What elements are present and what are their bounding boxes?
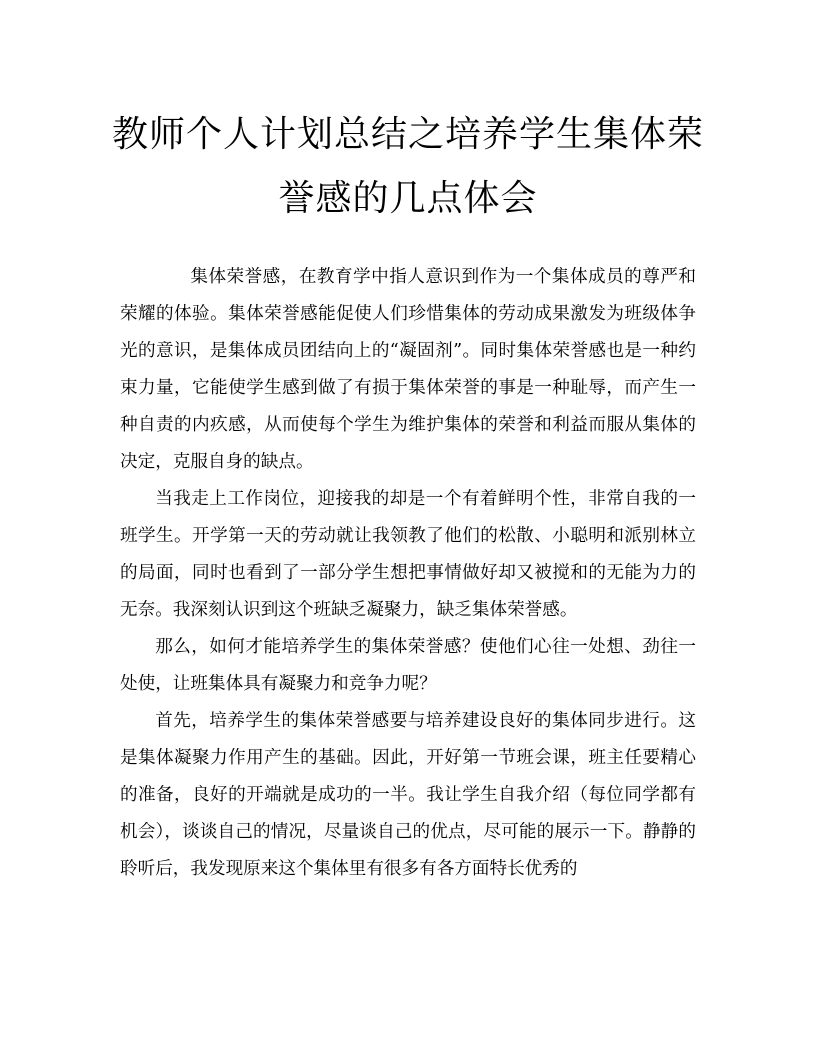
paragraph-4: 首先，培养学生的集体荣誉感要与培养建设良好的集体同步进行。这是集体凝聚力作用产生的基础。因此，开好第一节班会课，班主任要精心的准备，良好的开端就是成功的一半。我让学生自我介绍（每位同学都有机会），谈谈自己的情况，尽量谈自己的优点，尽可能的展示一下。静静的聆听后，我发现原来这个集体里有很多有各方面特长优秀的 xyxy=(120,711,696,879)
paragraph-2: 当我走上工作岗位，迎接我的却是一个有着鲜明个性，非常自我的一班学生。开学第一天的劳动就让我领教了他们的松散、小聪明和派别林立的局面，同时也看到了一部分学生想把事情做好却又被搅和的无能为力的无奈。我深刻认识到这个班缺乏凝聚力，缺乏集体荣誉感。 xyxy=(120,489,696,620)
paragraph-1: 集体荣誉感，在教育学中指人意识到作为一个集体成员的尊严和荣耀的体验。集体荣誉感能促使人们珍惜集体的劳动成果激发为班级体争光的意识，是集体成员团结向上的“凝固剂”。同时集体荣誉感也是一种约束力量，它能使学生感到做了有损于集体荣誉的事是一种耻辱，而产生一种自责的内疚感，从而使每个学生为维护集体的荣誉和利益而服从集体的决定，克服自身的缺点。 xyxy=(120,267,696,472)
paragraph-3: 那么，如何才能培养学生的集体荣誉感？使他们心往一处想、劲往一处使，让班集体具有凝聚力和竞争力呢？ xyxy=(120,637,696,694)
document-body xyxy=(120,259,696,888)
document-title xyxy=(100,103,716,231)
title-line-2: 誉感的几点体会 xyxy=(278,178,538,219)
title-line-1: 教师个人计划总结之培养学生集体荣 xyxy=(111,114,704,155)
